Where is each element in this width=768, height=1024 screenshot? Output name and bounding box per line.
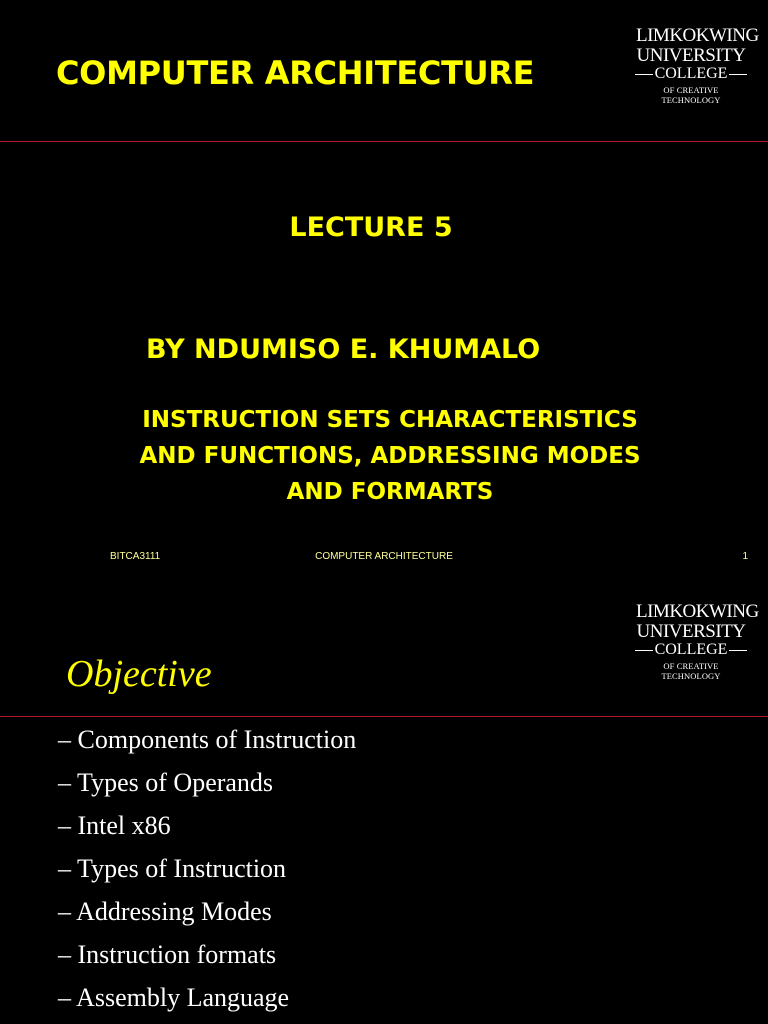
lecture-number: LECTURE 5 <box>289 212 453 243</box>
title-divider <box>0 141 768 142</box>
logo-line-3: COLLEGE <box>654 65 728 82</box>
slide-title: COMPUTER ARCHITECTURE <box>56 54 535 92</box>
university-logo <box>636 601 759 681</box>
subtitle-line: INSTRUCTION SETS CHARACTERISTICS <box>142 407 638 433</box>
list-item: – Components of Instruction <box>58 725 357 754</box>
university-logo <box>636 25 759 105</box>
logo-rule-left <box>635 650 653 651</box>
list-item: – Types of Operands <box>58 768 274 797</box>
footer-course-code: BITCA3111 <box>110 551 161 562</box>
slide-heading: Objective <box>66 653 212 695</box>
heading-divider <box>0 716 768 717</box>
logo-line-1: LIMKOKWING <box>636 601 759 622</box>
logo-line-3: COLLEGE <box>654 641 728 658</box>
list-item: – Instruction formats <box>58 940 277 969</box>
logo-line-4: OF CREATIVE TECHNOLOGY <box>661 661 721 681</box>
logo-rule-right <box>729 650 747 651</box>
list-item: – Types of Instruction <box>58 854 287 883</box>
logo-college-row <box>636 66 746 82</box>
logo-line-1: LIMKOKWING <box>636 25 759 46</box>
subtitle-line: AND FORMARTS <box>286 479 494 505</box>
subtitle-line: AND FUNCTIONS, ADDRESSING MODES <box>139 443 641 469</box>
logo-line-2: UNIVERSITY <box>636 45 746 66</box>
list-item: – Assembly Language <box>58 983 290 1012</box>
slide-2 <box>0 576 768 1024</box>
footer-course-title: COMPUTER ARCHITECTURE <box>315 551 453 562</box>
logo-line-4: OF CREATIVE TECHNOLOGY <box>661 85 721 105</box>
lecture-subtitle <box>60 402 720 510</box>
logo-line-2: UNIVERSITY <box>636 621 746 642</box>
author-line: BY NDUMISO E. KHUMALO <box>146 334 541 365</box>
list-item: – Intel x86 <box>58 811 171 840</box>
logo-rule-left <box>635 74 653 75</box>
logo-college-row <box>636 642 746 658</box>
footer-page-number: 1 <box>742 551 748 562</box>
objective-list <box>58 718 356 1019</box>
logo-rule-right <box>729 74 747 75</box>
list-item: – Addressing Modes <box>58 897 272 926</box>
